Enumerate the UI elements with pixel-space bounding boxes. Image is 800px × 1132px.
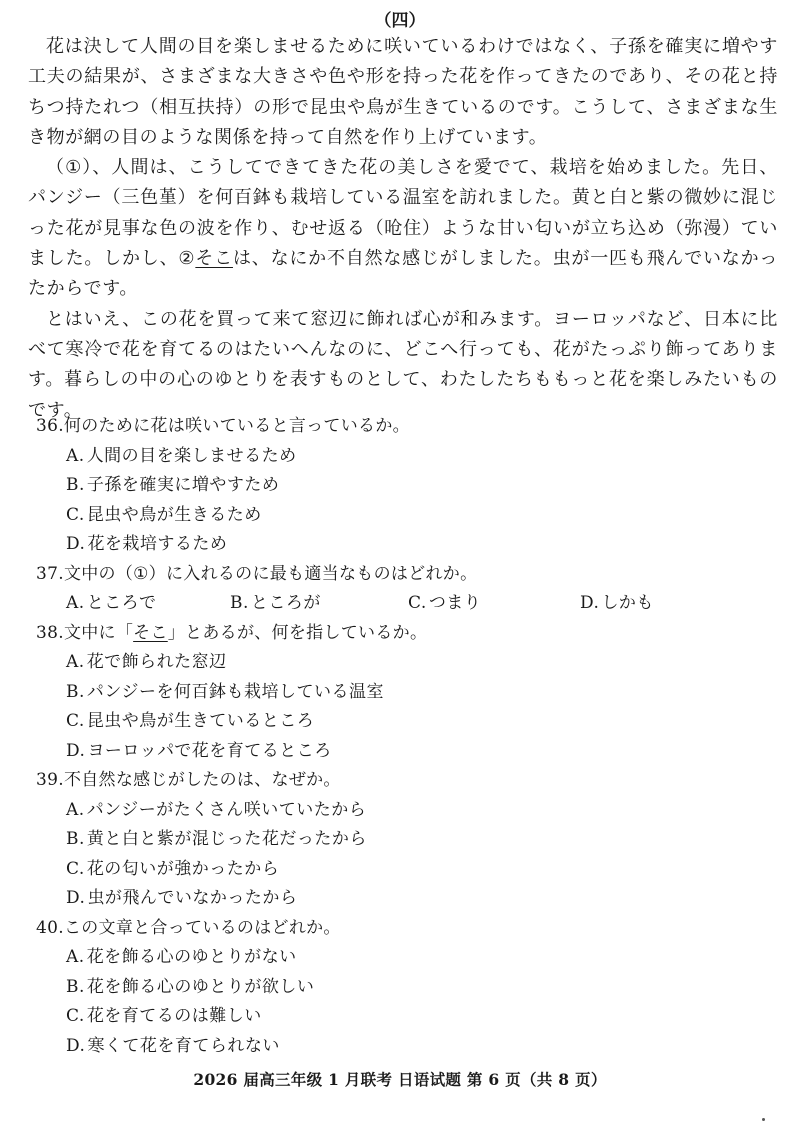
- question-stem: [36, 560, 766, 590]
- option-letter: A.: [66, 652, 85, 672]
- question-39: [36, 766, 766, 914]
- option-letter: D.: [66, 534, 86, 554]
- question-number: 37.: [36, 563, 64, 584]
- option-letter: B.: [66, 475, 85, 495]
- option-a: [66, 589, 230, 619]
- option-d: [66, 737, 766, 767]
- option-text: 花を栽培するため: [87, 534, 228, 554]
- underlined-reference-soko: そこ: [195, 248, 233, 270]
- question-number: 40.: [36, 917, 64, 938]
- passage-paragraph-1: 花は決して人間の目を楽しませるために咲いているわけではなく、子孫を確実に増やす工夫の結果が、さまざまな大きさや色や形を持った花を作ってきたのであり、その花と持ちつ持たれつ（相互扶持）の形で昆虫や鳥が生きているのです。こうして、さまざまな生き物が網の目のような関係を持って自然を作り上げています。: [28, 36, 778, 148]
- option-letter: B.: [66, 976, 85, 997]
- option-letter: B.: [230, 593, 249, 613]
- reading-passage: [28, 32, 778, 426]
- question-36: [36, 412, 766, 560]
- option-b: [66, 825, 766, 855]
- option-a: [66, 442, 766, 472]
- question-stem: [36, 914, 766, 944]
- question-text-part-b: 」とあるが、何を指しているか。: [167, 622, 428, 643]
- passage-paragraph-2: [28, 153, 778, 304]
- option-c: [66, 501, 766, 531]
- option-d: [580, 589, 744, 619]
- option-letter: C.: [66, 1006, 85, 1026]
- option-text: パンジーを何百鉢も栽培している温室: [86, 681, 384, 702]
- option-text: 昆虫や鳥が生きているところ: [86, 711, 315, 731]
- option-letter: C.: [408, 593, 427, 613]
- scan-speck: [762, 1118, 765, 1121]
- option-text: 昆虫や鳥が生きるため: [86, 504, 262, 525]
- question-text-part-a: 文中に「: [63, 622, 134, 643]
- option-text: 虫が飛んでいなかったから: [87, 888, 298, 908]
- page-footer: 2026 届高三年级 1 月联考 日语试题 第 6 页（共 8 页）: [193, 1070, 607, 1089]
- option-text: 花で飾られた窓辺: [86, 652, 227, 672]
- option-c: [66, 1002, 766, 1032]
- option-a: [66, 648, 766, 678]
- question-number: 38.: [36, 622, 64, 643]
- option-a: [66, 796, 766, 826]
- option-d: [66, 884, 766, 914]
- option-letter: C.: [66, 504, 85, 525]
- option-letter: A.: [66, 593, 85, 613]
- option-text: ところが: [250, 593, 321, 613]
- option-text: しかも: [601, 593, 654, 613]
- option-text: 子孫を確実に増やすため: [86, 475, 280, 495]
- option-row: [66, 589, 766, 619]
- option-b: [230, 589, 394, 619]
- option-text: ところで: [86, 593, 157, 613]
- option-c: [66, 707, 766, 737]
- passage-paragraph-2-part-b: は、なにか不自然な感じがしました。虫が一匹も飛んでいなかったからです。: [28, 248, 778, 300]
- question-number: 39.: [36, 770, 64, 790]
- question-text: この文章と合っているのはどれか。: [63, 917, 341, 938]
- option-d: [66, 530, 766, 560]
- option-b: [66, 678, 766, 708]
- option-letter: C.: [66, 711, 85, 731]
- passage-paragraph-2-part-a: （①）、人間は、こうしてできてきた花の美しさを愛でて、栽培を始めました。先日、パンジー（三色堇）を何百鉢も栽培している温室を訪れました。黄と白と紫の微妙に混じった花が見事な色の波を作り、むせ返る（呛住）ような甘い匂いが立ち込め（弥漫）ていました。しかし、②: [28, 157, 778, 270]
- option-letter: C.: [66, 858, 85, 879]
- option-letter: D.: [580, 593, 600, 613]
- question-stem: [36, 766, 766, 796]
- option-a: [66, 943, 766, 973]
- option-text: 人間の目を楽しませるため: [86, 445, 297, 466]
- question-list: [36, 412, 766, 1061]
- underlined-reference-soko: そこ: [133, 622, 168, 643]
- question-text: 何のために花は咲いていると言っているか。: [63, 416, 410, 436]
- question-37: [36, 560, 766, 619]
- option-c: [408, 589, 580, 619]
- option-text: ヨーロッパで花を育てるところ: [87, 740, 332, 761]
- question-stem: [36, 619, 766, 649]
- option-letter: B.: [66, 829, 85, 849]
- option-letter: A.: [66, 947, 85, 967]
- option-text: 寒くて花を育てられない: [87, 1035, 280, 1056]
- option-letter: B.: [66, 681, 85, 702]
- option-text: 花を飾る心のゆとりがない: [86, 947, 297, 967]
- option-b: [66, 973, 766, 1003]
- option-text: つまり: [428, 593, 482, 613]
- option-text: 花を育てるのは難しい: [86, 1006, 262, 1026]
- question-stem: [36, 412, 766, 442]
- question-40: [36, 914, 766, 1062]
- option-letter: D.: [66, 888, 86, 908]
- passage-paragraph-3: とはいえ、この花を買って来て窓辺に飾れば心が和みます。ヨーロッパなど、日本に比べて寒冷で花を育てるのはたいへんなのに、どこへ行っても、花がたっぷり飾ってあります。暮らしの中の心のゆとりを表すものとして、わたしたちももっと花を楽しみたいものです。: [28, 308, 778, 421]
- option-text: 花の匂いが強かったから: [86, 858, 280, 879]
- question-38: [36, 619, 766, 767]
- question-text: 不自然な感じがしたのは、なぜか。: [63, 770, 341, 790]
- option-c: [66, 855, 766, 885]
- option-b: [66, 471, 766, 501]
- option-letter: A.: [66, 445, 85, 466]
- option-text: 花を飾る心のゆとりが欲しい: [86, 976, 315, 997]
- question-number: 36.: [36, 416, 64, 436]
- option-letter: D.: [66, 1035, 86, 1056]
- option-letter: D.: [66, 740, 86, 761]
- option-letter: A.: [66, 799, 85, 820]
- option-d: [66, 1032, 766, 1062]
- option-text: 黄と白と紫が混じった花だったから: [86, 829, 367, 849]
- section-title: （四）: [374, 11, 426, 31]
- option-text: パンジーがたくさん咲いていたから: [86, 799, 367, 820]
- question-text: 文中の（①）に入れるのに最も適当なものはどれか。: [63, 563, 478, 584]
